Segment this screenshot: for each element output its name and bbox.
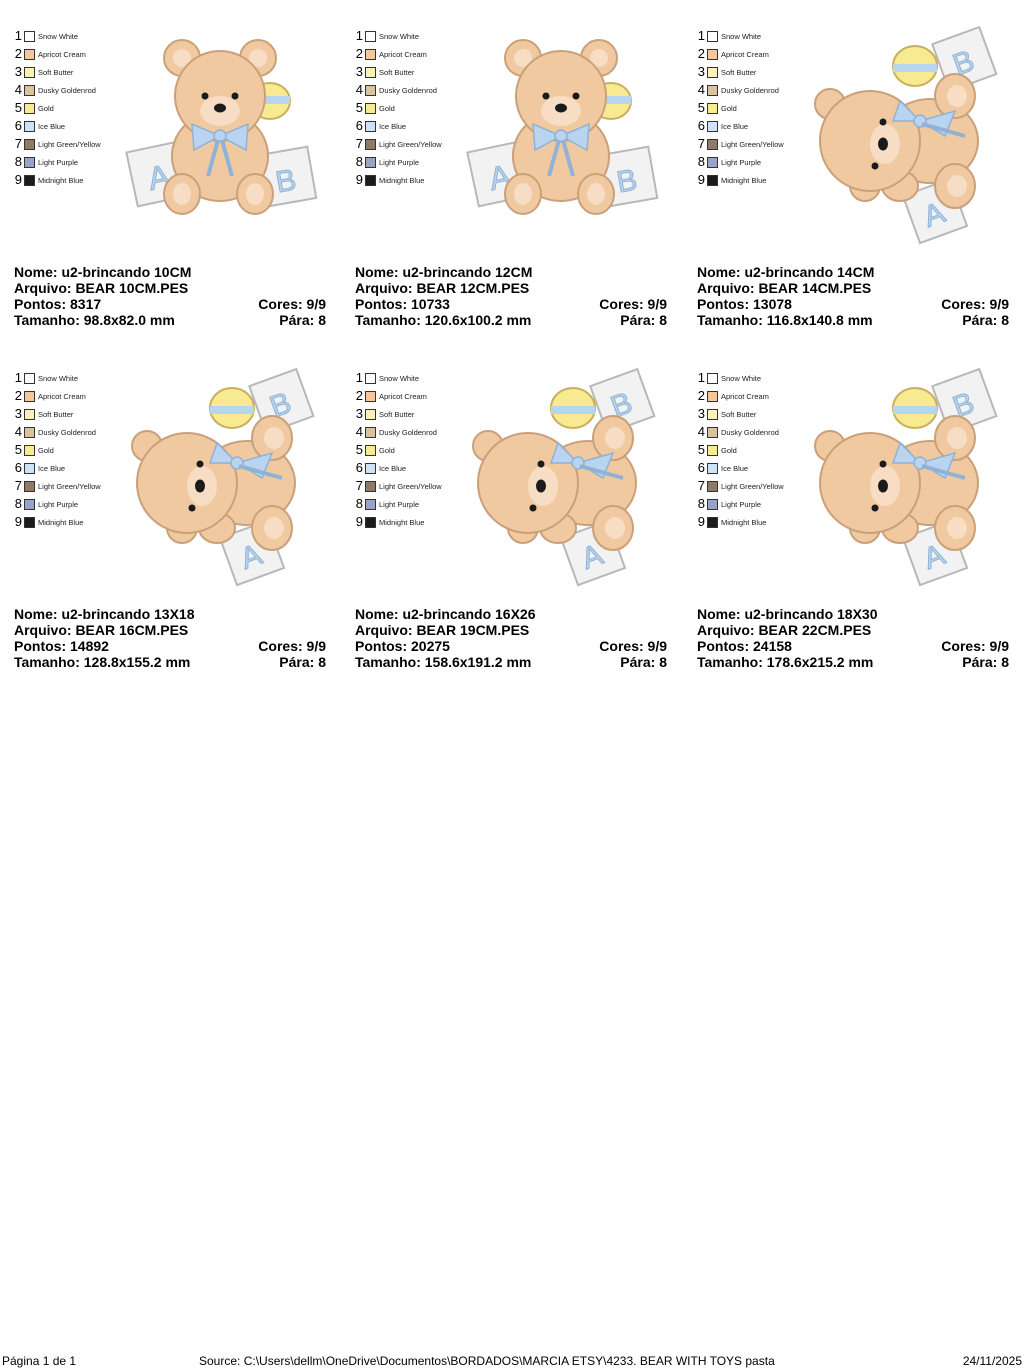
- palette-number: 1: [14, 28, 22, 43]
- palette-row: [352, 28, 419, 44]
- color-swatch: [24, 31, 35, 42]
- palette-color-name: Gold: [379, 445, 395, 455]
- palette-color-name: Gold: [38, 103, 54, 113]
- palette-row: [352, 136, 442, 152]
- palette-color-name: Light Green/Yellow: [379, 481, 442, 491]
- palette-row: [694, 406, 756, 422]
- palette-row: [694, 370, 761, 386]
- embroidery-preview: [451, 26, 671, 226]
- color-swatch: [707, 49, 718, 60]
- palette-number: 7: [697, 478, 705, 493]
- palette-number: 9: [14, 172, 22, 187]
- embroidery-preview: [463, 368, 663, 588]
- design-stops: Pára: 8: [962, 654, 1009, 670]
- palette-number: 4: [697, 82, 705, 97]
- design-stitches: Pontos: 14892: [14, 638, 109, 654]
- palette-color-name: Soft Butter: [38, 67, 74, 77]
- palette-number: 4: [14, 82, 22, 97]
- color-swatch: [707, 499, 718, 510]
- palette-color-name: Light Green/Yellow: [38, 481, 101, 491]
- palette-number: 1: [14, 370, 22, 385]
- palette-color-name: Snow White: [38, 31, 79, 41]
- palette-number: 3: [14, 64, 22, 79]
- palette-color-name: Soft Butter: [721, 409, 757, 419]
- color-swatch: [365, 103, 376, 114]
- color-swatch: [24, 373, 35, 384]
- color-swatch: [707, 517, 718, 528]
- palette-row: [352, 496, 419, 512]
- palette-number: 2: [355, 388, 363, 403]
- palette-row: [11, 28, 78, 44]
- design-name: Nome: u2-brincando 16X26: [355, 606, 536, 622]
- palette-row: [694, 460, 748, 476]
- palette-row: [694, 388, 769, 404]
- palette-number: 8: [14, 154, 22, 169]
- palette-row: [11, 370, 78, 386]
- design-stops: Pára: 8: [279, 312, 326, 328]
- color-swatch: [365, 121, 376, 132]
- palette-row: [11, 154, 78, 170]
- palette-number: 3: [355, 406, 363, 421]
- palette-row: [11, 46, 86, 62]
- palette-number: 5: [14, 100, 22, 115]
- palette-row: [352, 82, 437, 98]
- color-swatch: [24, 67, 35, 78]
- palette-color-name: Apricot Cream: [721, 49, 769, 59]
- palette-color-name: Midnight Blue: [721, 517, 767, 527]
- design-stitches: Pontos: 24158: [697, 638, 792, 654]
- design-file: Arquivo: BEAR 12CM.PES: [355, 280, 530, 296]
- design-file: Arquivo: BEAR 16CM.PES: [14, 622, 189, 638]
- color-swatch: [24, 139, 35, 150]
- palette-row: [11, 406, 73, 422]
- palette-color-name: Light Purple: [379, 499, 420, 509]
- palette-row: [694, 154, 761, 170]
- design-card: [347, 26, 667, 336]
- palette-number: 5: [14, 442, 22, 457]
- color-swatch: [365, 499, 376, 510]
- palette-color-name: Soft Butter: [721, 67, 757, 77]
- design-card: [347, 368, 667, 678]
- palette-row: [11, 172, 83, 188]
- palette-number: 2: [697, 388, 705, 403]
- design-file: Arquivo: BEAR 14CM.PES: [697, 280, 872, 296]
- palette-number: 5: [355, 442, 363, 457]
- palette-color-name: Ice Blue: [379, 121, 407, 131]
- design-size: Tamanho: 120.6x100.2 mm: [355, 312, 532, 328]
- palette-color-name: Light Green/Yellow: [721, 481, 784, 491]
- color-swatch: [24, 463, 35, 474]
- color-swatch: [365, 175, 376, 186]
- palette-number: 2: [14, 388, 22, 403]
- palette-row: [694, 100, 737, 116]
- embroidery-preview: [110, 26, 330, 226]
- palette-number: 7: [14, 478, 22, 493]
- color-swatch: [365, 481, 376, 492]
- color-swatch: [365, 391, 376, 402]
- footer-source: Source: C:\Users\dellm\OneDrive\Documentos\BORDADOS\MARCIA ETSY\4233. BEAR WITH TOYS pasta: [199, 1354, 775, 1368]
- palette-row: [694, 28, 761, 44]
- design-card: [6, 26, 326, 336]
- palette-row: [352, 424, 437, 440]
- palette-number: 8: [697, 154, 705, 169]
- color-swatch: [24, 175, 35, 186]
- palette-color-name: Soft Butter: [379, 409, 415, 419]
- design-colors: Cores: 9/9: [599, 296, 667, 312]
- palette-color-name: Dusky Goldenrod: [38, 427, 96, 437]
- footer-date: 24/11/2025: [962, 1354, 1022, 1368]
- palette-row: [694, 478, 784, 494]
- color-swatch: [707, 463, 718, 474]
- design-file: Arquivo: BEAR 22CM.PES: [697, 622, 872, 638]
- palette-color-name: Apricot Cream: [38, 49, 86, 59]
- palette-number: 8: [14, 496, 22, 511]
- design-stitches: Pontos: 10733: [355, 296, 450, 312]
- palette-number: 6: [355, 118, 363, 133]
- palette-number: 5: [355, 100, 363, 115]
- palette-color-name: Light Purple: [379, 157, 420, 167]
- palette-number: 6: [355, 460, 363, 475]
- palette-row: [694, 82, 779, 98]
- palette-number: 3: [697, 406, 705, 421]
- palette-color-name: Apricot Cream: [379, 391, 427, 401]
- palette-color-name: Snow White: [379, 31, 420, 41]
- design-colors: Cores: 9/9: [941, 638, 1009, 654]
- embroidery-preview: [122, 368, 322, 588]
- palette-color-name: Light Purple: [38, 499, 79, 509]
- design-card: [689, 368, 1009, 678]
- color-swatch: [707, 481, 718, 492]
- color-swatch: [24, 85, 35, 96]
- palette-row: [11, 424, 96, 440]
- palette-number: 6: [697, 118, 705, 133]
- palette-number: 1: [697, 370, 705, 385]
- palette-row: [694, 172, 766, 188]
- design-stops: Pára: 8: [279, 654, 326, 670]
- palette-color-name: Light Green/Yellow: [38, 139, 101, 149]
- palette-number: 3: [697, 64, 705, 79]
- design-size: Tamanho: 128.8x155.2 mm: [14, 654, 191, 670]
- palette-number: 4: [14, 424, 22, 439]
- palette-number: 9: [355, 514, 363, 529]
- palette-row: [11, 100, 54, 116]
- palette-row: [11, 136, 101, 152]
- color-swatch: [365, 49, 376, 60]
- design-name: Nome: u2-brincando 10CM: [14, 264, 192, 280]
- color-swatch: [24, 517, 35, 528]
- design-stitches: Pontos: 20275: [355, 638, 450, 654]
- palette-color-name: Apricot Cream: [721, 391, 769, 401]
- palette-color-name: Light Purple: [721, 157, 762, 167]
- design-size: Tamanho: 158.6x191.2 mm: [355, 654, 532, 670]
- design-file: Arquivo: BEAR 10CM.PES: [14, 280, 189, 296]
- palette-color-name: Soft Butter: [379, 67, 415, 77]
- color-swatch: [707, 67, 718, 78]
- palette-color-name: Midnight Blue: [38, 175, 84, 185]
- color-swatch: [365, 463, 376, 474]
- design-colors: Cores: 9/9: [941, 296, 1009, 312]
- color-swatch: [24, 481, 35, 492]
- color-swatch: [365, 139, 376, 150]
- color-swatch: [24, 121, 35, 132]
- palette-number: 5: [697, 100, 705, 115]
- embroidery-preview: [805, 26, 1005, 246]
- design-stitches: Pontos: 13078: [697, 296, 792, 312]
- palette-number: 9: [14, 514, 22, 529]
- color-swatch: [707, 373, 718, 384]
- color-swatch: [365, 517, 376, 528]
- color-swatch: [365, 373, 376, 384]
- palette-color-name: Dusky Goldenrod: [38, 85, 96, 95]
- palette-number: 1: [697, 28, 705, 43]
- palette-number: 1: [355, 370, 363, 385]
- palette-number: 7: [355, 478, 363, 493]
- palette-color-name: Snow White: [721, 373, 762, 383]
- palette-row: [352, 172, 424, 188]
- color-swatch: [365, 31, 376, 42]
- palette-row: [11, 514, 83, 530]
- color-swatch: [707, 85, 718, 96]
- design-card: [6, 368, 326, 678]
- palette-color-name: Snow White: [721, 31, 762, 41]
- design-colors: Cores: 9/9: [599, 638, 667, 654]
- palette-row: [352, 154, 419, 170]
- palette-color-name: Dusky Goldenrod: [379, 85, 437, 95]
- color-swatch: [365, 67, 376, 78]
- palette-number: 8: [697, 496, 705, 511]
- design-name: Nome: u2-brincando 12CM: [355, 264, 533, 280]
- palette-number: 4: [697, 424, 705, 439]
- palette-row: [694, 64, 756, 80]
- color-swatch: [24, 427, 35, 438]
- embroidery-preview: [805, 368, 1005, 588]
- palette-color-name: Light Green/Yellow: [379, 139, 442, 149]
- design-colors: Cores: 9/9: [258, 296, 326, 312]
- palette-number: 6: [14, 460, 22, 475]
- palette-number: 1: [355, 28, 363, 43]
- palette-row: [352, 118, 406, 134]
- palette-number: 9: [697, 172, 705, 187]
- palette-row: [352, 46, 427, 62]
- palette-color-name: Light Purple: [721, 499, 762, 509]
- color-swatch: [707, 175, 718, 186]
- palette-color-name: Midnight Blue: [379, 175, 425, 185]
- palette-row: [694, 424, 779, 440]
- palette-number: 6: [14, 118, 22, 133]
- palette-color-name: Dusky Goldenrod: [721, 85, 779, 95]
- palette-row: [694, 514, 766, 530]
- palette-row: [694, 118, 748, 134]
- design-stops: Pára: 8: [620, 654, 667, 670]
- palette-number: 5: [697, 442, 705, 457]
- design-stops: Pára: 8: [962, 312, 1009, 328]
- color-swatch: [365, 427, 376, 438]
- palette-number: 2: [355, 46, 363, 61]
- palette-color-name: Midnight Blue: [379, 517, 425, 527]
- footer-page: Página 1 de 1: [2, 1354, 77, 1368]
- palette-color-name: Apricot Cream: [379, 49, 427, 59]
- color-swatch: [707, 157, 718, 168]
- palette-number: 8: [355, 496, 363, 511]
- palette-color-name: Light Purple: [38, 157, 79, 167]
- palette-row: [352, 442, 395, 458]
- palette-row: [352, 388, 427, 404]
- palette-color-name: Gold: [721, 103, 737, 113]
- design-size: Tamanho: 178.6x215.2 mm: [697, 654, 874, 670]
- palette-color-name: Gold: [38, 445, 54, 455]
- color-swatch: [707, 139, 718, 150]
- palette-number: 2: [697, 46, 705, 61]
- palette-color-name: Soft Butter: [38, 409, 74, 419]
- color-swatch: [707, 103, 718, 114]
- palette-row: [352, 370, 419, 386]
- color-swatch: [24, 49, 35, 60]
- palette-number: 3: [355, 64, 363, 79]
- palette-row: [694, 136, 784, 152]
- palette-color-name: Dusky Goldenrod: [379, 427, 437, 437]
- color-swatch: [707, 121, 718, 132]
- palette-row: [352, 460, 406, 476]
- palette-color-name: Ice Blue: [379, 463, 407, 473]
- color-swatch: [707, 445, 718, 456]
- palette-row: [694, 442, 737, 458]
- design-card: [689, 26, 1009, 336]
- palette-color-name: Snow White: [379, 373, 420, 383]
- palette-number: 7: [14, 136, 22, 151]
- palette-number: 4: [355, 82, 363, 97]
- palette-number: 9: [355, 172, 363, 187]
- palette-color-name: Snow White: [38, 373, 79, 383]
- palette-color-name: Midnight Blue: [38, 517, 84, 527]
- palette-row: [11, 496, 78, 512]
- design-size: Tamanho: 98.8x82.0 mm: [14, 312, 175, 328]
- design-stitches: Pontos: 8317: [14, 296, 102, 312]
- palette-row: [352, 478, 442, 494]
- palette-number: 9: [697, 514, 705, 529]
- color-swatch: [24, 499, 35, 510]
- palette-color-name: Midnight Blue: [721, 175, 767, 185]
- palette-number: 4: [355, 424, 363, 439]
- palette-color-name: Light Green/Yellow: [721, 139, 784, 149]
- palette-row: [352, 406, 414, 422]
- color-swatch: [24, 409, 35, 420]
- palette-number: 8: [355, 154, 363, 169]
- palette-row: [11, 460, 65, 476]
- palette-color-name: Ice Blue: [721, 463, 749, 473]
- design-stops: Pára: 8: [620, 312, 667, 328]
- palette-row: [352, 514, 424, 530]
- design-file: Arquivo: BEAR 19CM.PES: [355, 622, 530, 638]
- palette-color-name: Gold: [721, 445, 737, 455]
- palette-row: [11, 442, 54, 458]
- color-swatch: [365, 157, 376, 168]
- palette-number: 7: [355, 136, 363, 151]
- palette-number: 2: [14, 46, 22, 61]
- color-swatch: [707, 427, 718, 438]
- color-swatch: [707, 409, 718, 420]
- palette-row: [694, 496, 761, 512]
- design-name: Nome: u2-brincando 18X30: [697, 606, 878, 622]
- palette-row: [11, 478, 101, 494]
- palette-number: 7: [697, 136, 705, 151]
- color-swatch: [24, 103, 35, 114]
- palette-number: 6: [697, 460, 705, 475]
- design-size: Tamanho: 116.8x140.8 mm: [697, 312, 873, 328]
- palette-row: [11, 64, 73, 80]
- palette-color-name: Dusky Goldenrod: [721, 427, 779, 437]
- color-swatch: [24, 157, 35, 168]
- palette-row: [11, 118, 65, 134]
- color-swatch: [24, 445, 35, 456]
- palette-row: [352, 100, 395, 116]
- palette-row: [11, 388, 86, 404]
- palette-row: [11, 82, 96, 98]
- color-swatch: [365, 445, 376, 456]
- palette-number: 3: [14, 406, 22, 421]
- color-swatch: [24, 391, 35, 402]
- palette-color-name: Gold: [379, 103, 395, 113]
- palette-row: [352, 64, 414, 80]
- color-swatch: [707, 31, 718, 42]
- palette-row: [694, 46, 769, 62]
- palette-color-name: Ice Blue: [38, 121, 66, 131]
- palette-color-name: Ice Blue: [38, 463, 66, 473]
- color-swatch: [365, 85, 376, 96]
- design-name: Nome: u2-brincando 14CM: [697, 264, 875, 280]
- color-swatch: [707, 391, 718, 402]
- design-colors: Cores: 9/9: [258, 638, 326, 654]
- palette-color-name: Apricot Cream: [38, 391, 86, 401]
- color-swatch: [365, 409, 376, 420]
- palette-color-name: Ice Blue: [721, 121, 749, 131]
- design-name: Nome: u2-brincando 13X18: [14, 606, 195, 622]
